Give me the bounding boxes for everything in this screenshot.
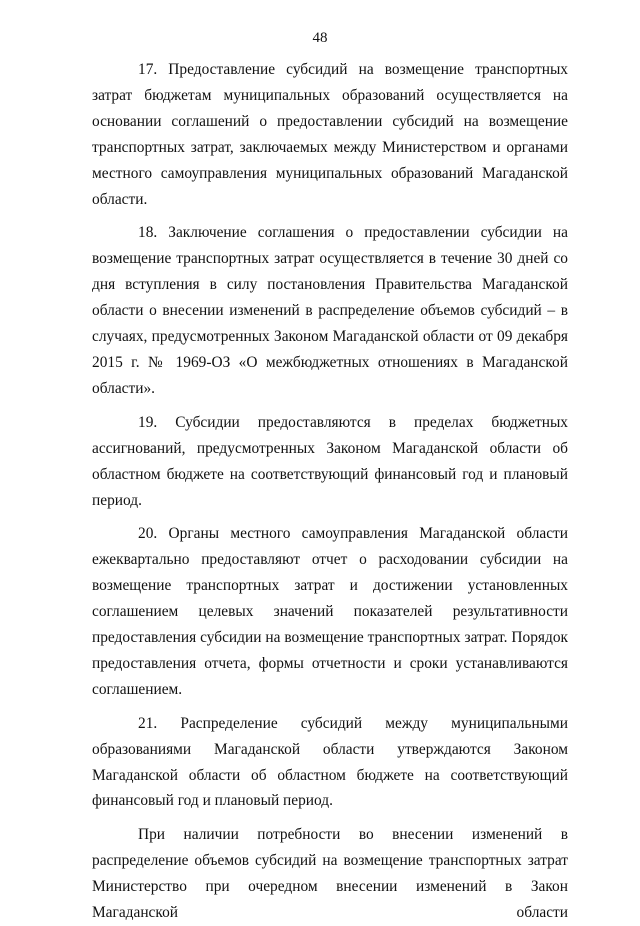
document-body [92, 57, 568, 926]
paragraph-20: 20. Органы местного самоуправления Магаданской области ежеквартально предоставляют отчет о расходовании субсидии на возмещение транспортных затрат и достижении установленных соглашением целевых значений показателей результативности предоставления субсидии на возмещение транспортных затрат. Порядок предоставления отчета, формы отчетности и сроки устанавливаются соглашением. [92, 525, 568, 698]
paragraph-18: 18. Заключение соглашения о предоставлении субсидии на возмещение транспортных затрат осуществляется в течение 30 дней со дня вступления в силу постановления Правительства Магаданской области о внесении изменений в распределение объемов субсидий – в случаях, предусмотренных Законом Магаданской области от 09 декабря 2015 г. № 1969-ОЗ «О межбюджетных отношениях в Магаданской области». [92, 224, 568, 397]
paragraph-19: 19. Субсидии предоставляются в пределах бюджетных ассигнований, предусмотренных Законом Магаданской области об областном бюджете на соответствующий финансовый год и плановый период. [92, 413, 568, 509]
page-number: 48 [312, 30, 328, 46]
paragraph-21: 21. Распределение субсидий между муниципальными образованиями Магаданской области утверждаются Законом Магаданской области об областном бюджете на соответствующий финансовый год и плановый период. [92, 714, 568, 810]
paragraph-amendments: При наличии потребности во внесении изменений в распределение объемов субсидий на возмещение транспортных затрат Министерство при очередном внесении изменений в Закон Магаданской области [92, 826, 568, 922]
paragraph-17: 17. Предоставление субсидий на возмещение транспортных затрат бюджетам муниципальных образований осуществляется на основании соглашений о предоставлении субсидий на возмещение транспортных затрат, заключаемых между Министерством и органами местного самоуправления муниципальных образований Магаданской области. [92, 61, 568, 208]
